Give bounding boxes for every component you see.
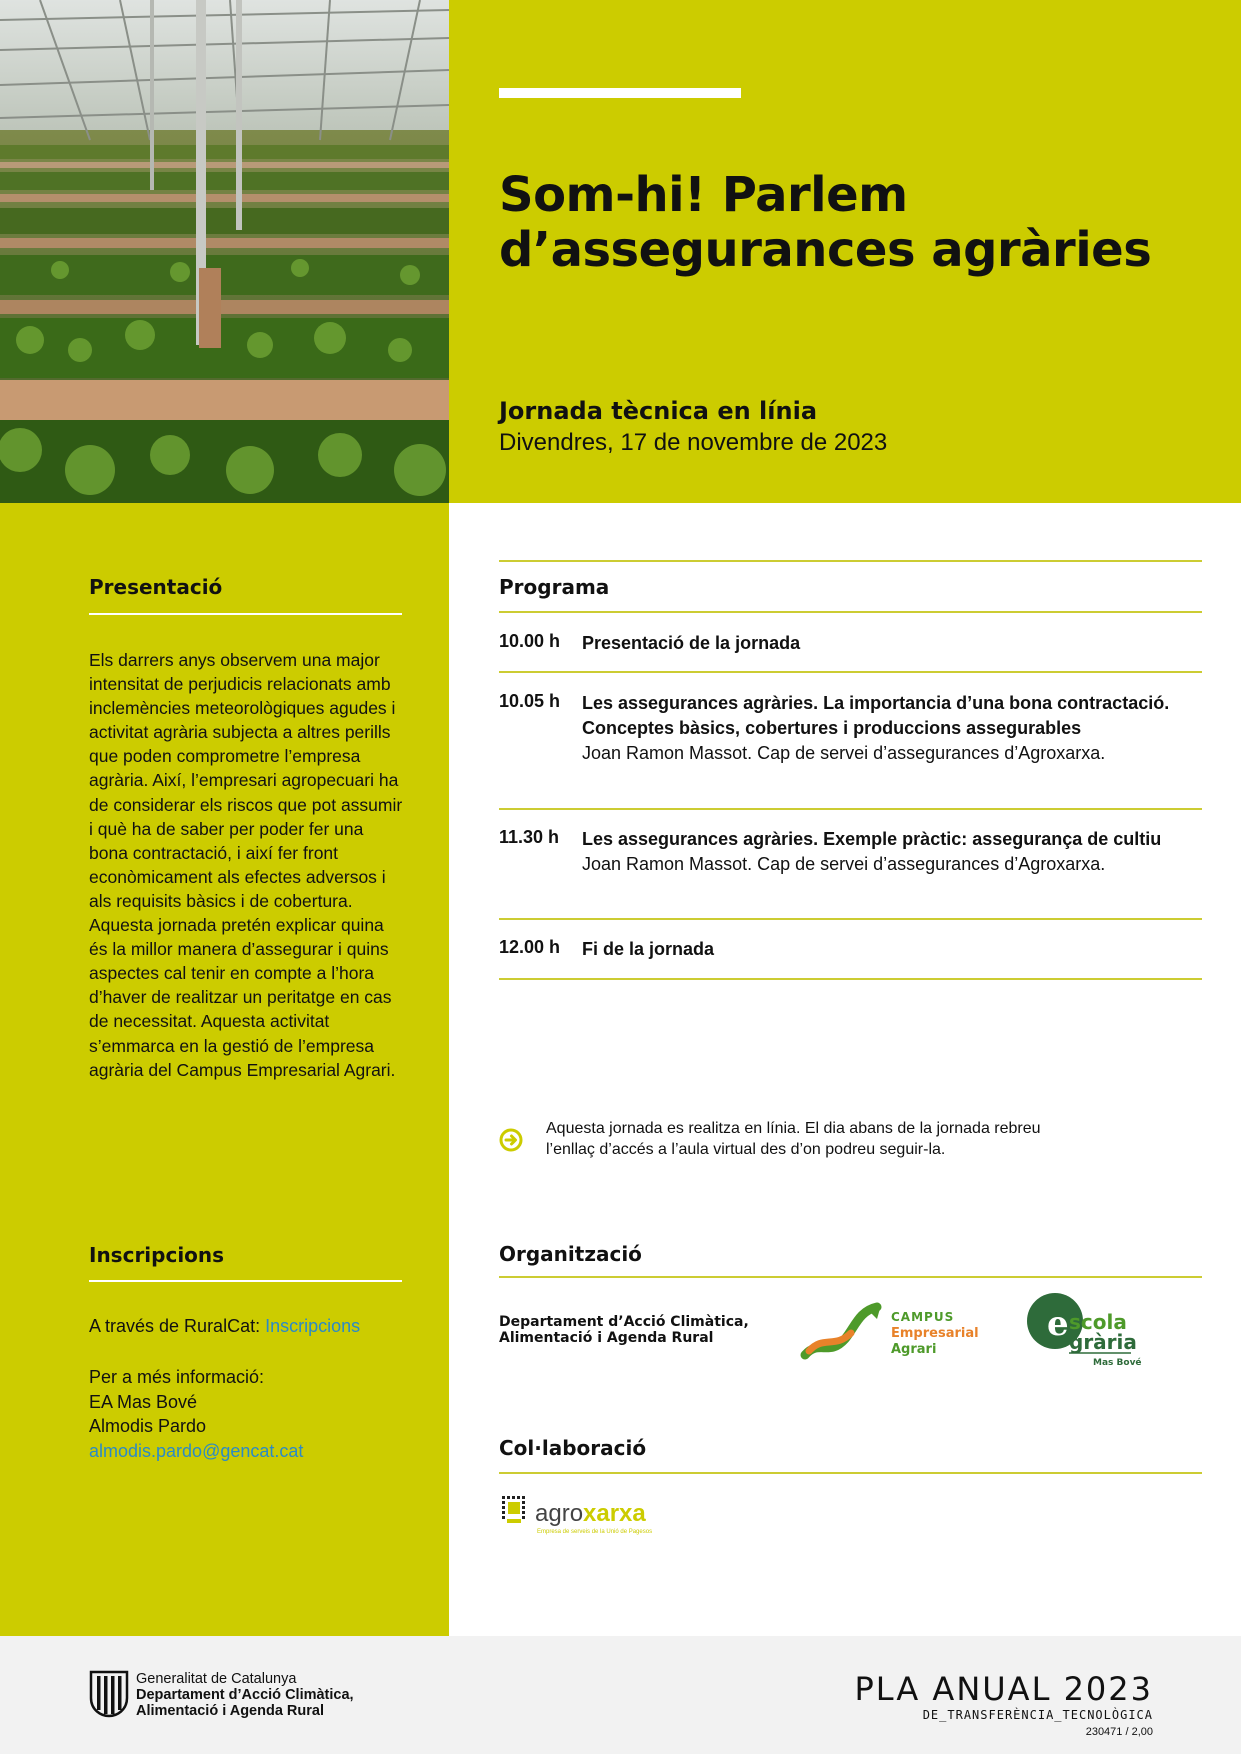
organitzacio-heading: Organització xyxy=(499,1242,642,1266)
generalitat-emblem-icon xyxy=(89,1670,129,1718)
agro-part-2: xarxa xyxy=(583,1500,646,1527)
divider xyxy=(499,560,1202,562)
divider xyxy=(89,613,402,615)
divider xyxy=(499,611,1202,613)
pla-anual-title: PLA ANUAL 2023 xyxy=(854,1670,1153,1708)
contact-info xyxy=(89,1365,303,1463)
presentacio-heading: Presentació xyxy=(89,575,223,599)
program-title: Fi de la jornada xyxy=(582,939,715,959)
agroxarxa-logo xyxy=(499,1493,669,1541)
note-text xyxy=(546,1118,1146,1160)
right-column xyxy=(449,503,1241,1636)
inscripcions-via: A través de RuralCat: xyxy=(89,1316,266,1336)
program-speaker: Joan Ramon Massot. Cap de servei d’assegurances d’Agroxarxa. xyxy=(582,854,1106,874)
footer xyxy=(0,1636,1241,1754)
left-column xyxy=(0,503,449,1636)
agro-tagline: Empresa de serveis de la Unió de Pagesos xyxy=(537,1529,653,1535)
campus-line-3: Agrari xyxy=(891,1342,937,1357)
escola-line-3: Mas Bové xyxy=(1093,1358,1142,1368)
divider xyxy=(499,1472,1202,1474)
presentacio-text: Els darrers anys observem una major intensitat de perjudicis relacionats amb inclemències meteorològiques agudes i activitat agrària subjecta a altres perills que poden comprometre l’empresa agrària. Així, l’empresari agropecuari ha de considerar els riscos que pot assumir i què ha de saber per poder fer una bona contractació, i així fer front econòmicament als efectes adversos i als requisits bàsics i de cobertura. Aquesta jornada pretén explicar quina és la millor manera d’assegurar i quins aspectes cal tenir en compte a l’hora d’haver de realitzar un peritatge en cas de necessitat. Aquesta activitat s’emmarca en la gestió de l’empresa agrària del Campus Empresarial Agrari. xyxy=(89,650,403,1080)
gen-line-1: Generalitat de Catalunya xyxy=(136,1671,297,1687)
info-label: Per a més informació: xyxy=(89,1367,265,1387)
divider xyxy=(499,918,1202,920)
greenhouse-photo xyxy=(0,0,449,503)
event-type: Jornada tècnica en línia xyxy=(499,397,818,425)
program-title: Les assegurances agràries. Exemple pràctic: assegurança de cultiu xyxy=(582,829,1162,849)
escola-line-2: grària xyxy=(1069,1330,1137,1354)
event-date: Divendres, 17 de novembre de 2023 xyxy=(499,429,888,456)
program-time: 11.30 h xyxy=(499,827,560,847)
divider xyxy=(499,671,1202,673)
campus-empresarial-logo xyxy=(799,1299,979,1365)
gen-line-3: Alimentació i Agenda Rural xyxy=(136,1703,324,1719)
programa-heading: Programa xyxy=(499,575,610,599)
pla-anual-subtitle: DE_TRANSFERÈNCIA_TECNOLÒGICA xyxy=(922,1708,1153,1722)
page-title: Som-hi! Parlem d’assegurances agràries xyxy=(499,167,1152,278)
info-contact: Almodis Pardo xyxy=(89,1416,207,1436)
email-link[interactable]: almodis.pardo@gencat.cat xyxy=(89,1440,304,1461)
program-time: 10.00 h xyxy=(499,631,561,651)
gen-line-2: Departament d’Acció Climàtica, xyxy=(136,1687,354,1703)
inscripcions-line xyxy=(89,1316,360,1337)
collaboracio-heading: Col·laboració xyxy=(499,1436,647,1460)
hero-panel xyxy=(449,0,1241,503)
program-time: 10.05 h xyxy=(499,691,561,711)
escola-agraria-logo xyxy=(1025,1289,1142,1371)
info-center: EA Mas Bové xyxy=(89,1391,198,1412)
inscripcions-link[interactable]: Inscripcions xyxy=(265,1316,361,1336)
hero-accent-bar xyxy=(499,88,741,98)
program-title: Presentació de la jornada xyxy=(582,633,801,653)
inscripcions-heading: Inscripcions xyxy=(89,1243,225,1267)
svg-text:e: e xyxy=(1047,1304,1069,1344)
document-code: 230471 / 2,00 xyxy=(1085,1726,1153,1738)
note-line-1: Aquesta jornada es realitza en línia. El dia abans de la jornada rebreu xyxy=(546,1120,1041,1137)
arrow-right-circle-icon xyxy=(499,1128,523,1152)
divider xyxy=(499,808,1202,810)
agro-part-1: agro xyxy=(535,1500,584,1527)
campus-line-1: CAMPUS xyxy=(891,1310,955,1324)
department-name xyxy=(499,1314,749,1346)
note-line-2: l’enllaç d’accés a l’aula virtual des d’on podreu seguir-la. xyxy=(546,1141,946,1158)
divider xyxy=(499,1276,1202,1278)
program-speaker: Joan Ramon Massot. Cap de servei d’assegurances d’Agroxarxa. xyxy=(582,743,1106,763)
department-line-1: Departament d’Acció Climàtica, xyxy=(499,1314,749,1330)
divider xyxy=(499,978,1202,980)
department-line-2: Alimentació i Agenda Rural xyxy=(499,1330,714,1346)
generalitat-text xyxy=(136,1671,354,1719)
escola-line-1: scola xyxy=(1069,1310,1127,1334)
greenhouse-illustration xyxy=(0,0,449,503)
program-time: 12.00 h xyxy=(499,937,561,957)
campus-line-2: Empresarial xyxy=(891,1326,979,1341)
divider xyxy=(89,1280,402,1282)
program-title: Les assegurances agràries. La importancia d’una bona contractació. Conceptes bàsics, cobertures i produccions assegurables xyxy=(582,693,1170,738)
